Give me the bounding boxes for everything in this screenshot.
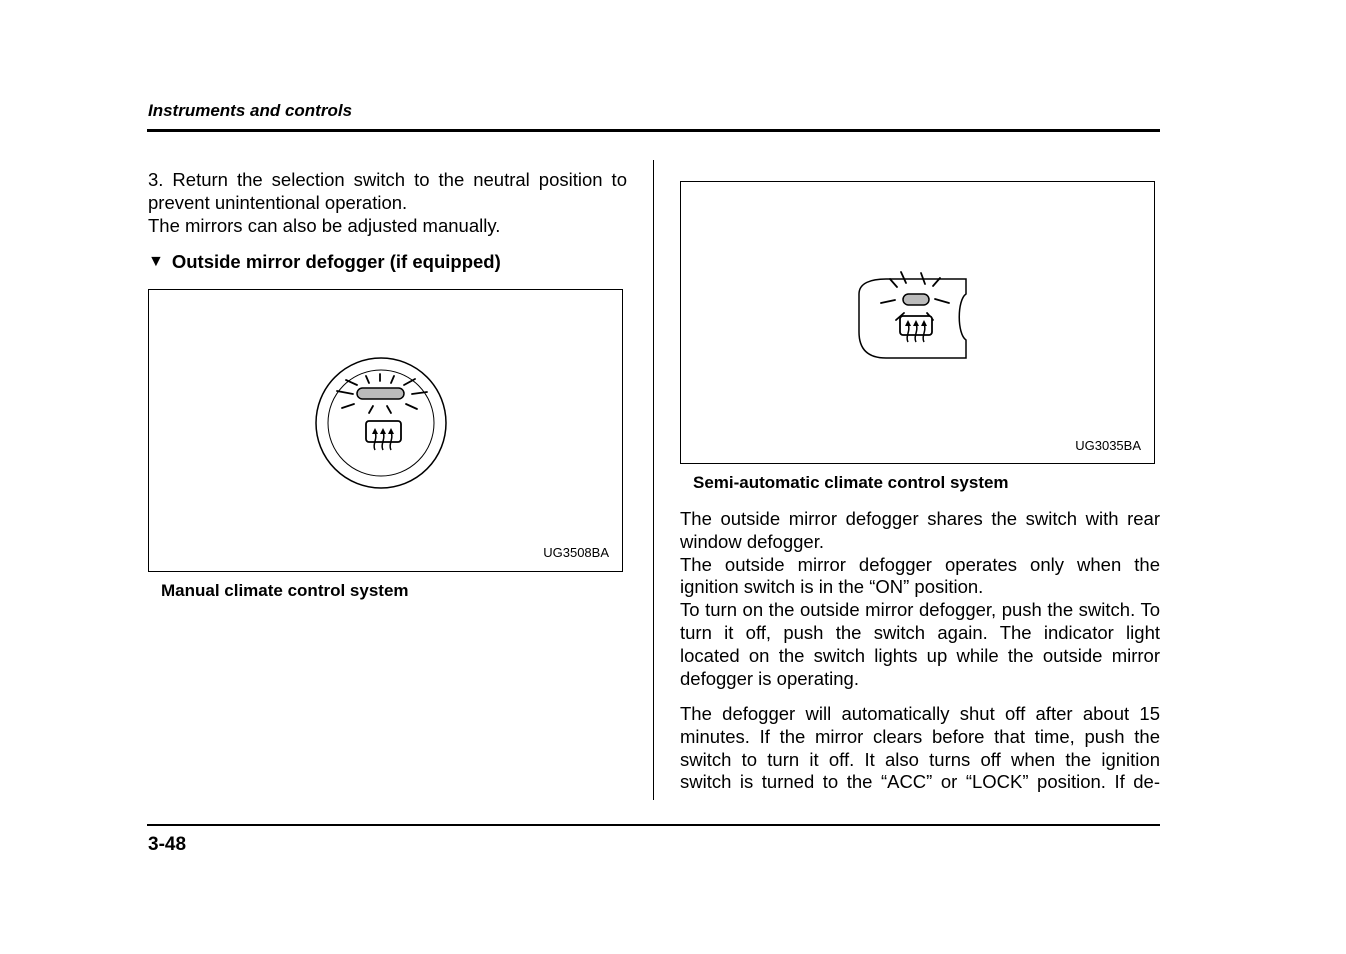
column-divider [653, 160, 654, 800]
section-heading [148, 251, 501, 273]
rear-defogger-round-switch-icon [149, 290, 624, 573]
semi-auto-switch-figure [680, 181, 1155, 464]
header-rule [147, 129, 1160, 132]
footer-rule [147, 824, 1160, 826]
figure-code: UG3508BA [543, 545, 609, 560]
page-number: 3-48 [148, 834, 187, 855]
manual-adjust-text: The mirrors can also be adjusted manually. [148, 214, 501, 236]
shared-switch-text: The outside mirror defogger shares the switch with rear window defogger. [680, 508, 1160, 552]
ignition-on-text: The outside mirror defogger operates only when the ignition switch is in the “ON” position. [680, 553, 1160, 598]
operation-text: To turn on the outside mirror defogger, push the switch. To turn it off, push the switch again. The indicator light located on the switch lights up while the outside mirror defogger is operating. [680, 599, 1160, 689]
defogger-description [680, 508, 1160, 690]
figure-code: UG3035BA [1075, 438, 1141, 453]
step-3-text: 3. Return the selection switch to the neutral position to prevent unintentional operation. [148, 169, 627, 213]
figure-caption: Manual climate control system [161, 581, 409, 600]
heading-text: Outside mirror defogger (if equipped) [171, 251, 501, 272]
rear-defogger-panel-switch-icon [681, 182, 1156, 465]
auto-shutoff-text: The defogger will automatically shut off after about 15 minutes. If the mirror clears before that time, push the switch to turn it off. It also turns off when the ignition switch is turned to the “ACC” or “LOCK” position. If de- [680, 703, 1160, 793]
triangle-marker-icon: ▼ [148, 253, 164, 270]
figure-caption: Semi-automatic climate control system [693, 473, 1009, 492]
intro-paragraph [148, 169, 627, 237]
auto-shutoff-paragraph [680, 703, 1160, 794]
section-title: Instruments and controls [148, 101, 353, 120]
manual-switch-figure [148, 289, 623, 572]
